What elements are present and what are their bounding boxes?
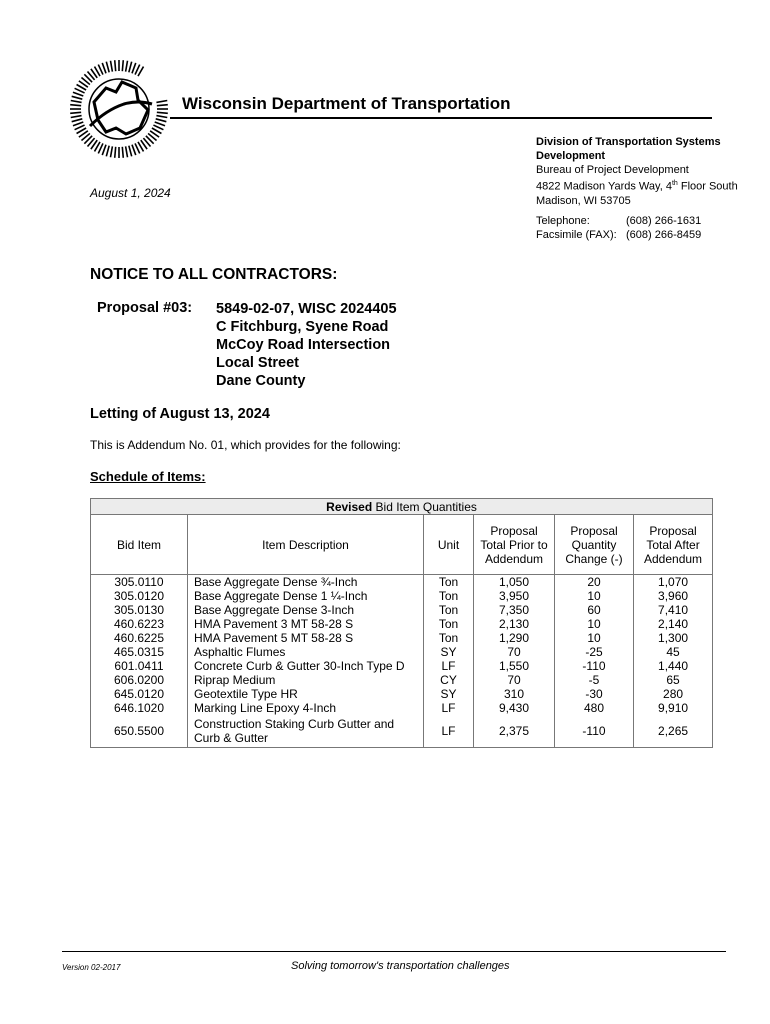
table-cell: 20 xyxy=(555,575,634,590)
table-cell: 2,265 xyxy=(634,715,713,747)
table-cell: CY xyxy=(424,673,474,687)
table-row xyxy=(91,715,713,747)
table-cell: 465.0315 xyxy=(91,645,188,659)
table-cell: 2,140 xyxy=(634,617,713,631)
agency-name: Wisconsin Department of Transportation xyxy=(182,94,511,113)
table-cell: 305.0120 xyxy=(91,589,188,603)
table-cell: Ton xyxy=(424,631,474,645)
table-cell: 9,430 xyxy=(474,701,555,715)
table-cell: 460.6225 xyxy=(91,631,188,645)
division-line-1: Division of Transportation Systems xyxy=(536,136,721,148)
table-cell: 10 xyxy=(555,617,634,631)
table-cell: Base Aggregate Dense ¾-Inch xyxy=(188,575,424,590)
table-cell: 645.0120 xyxy=(91,687,188,701)
column-header: Proposal Total Prior to Addendum xyxy=(474,515,555,575)
bureau: Bureau of Project Development xyxy=(536,164,689,176)
column-header: Proposal Quantity Change (-) xyxy=(555,515,634,575)
table-cell: LF xyxy=(424,701,474,715)
table-cell: 65 xyxy=(634,673,713,687)
table-cell: Concrete Curb & Gutter 30-Inch Type D xyxy=(188,659,424,673)
table-cell: -25 xyxy=(555,645,634,659)
table-cell: Ton xyxy=(424,617,474,631)
table-row xyxy=(91,687,713,701)
table-cell: 3,950 xyxy=(474,589,555,603)
table-body xyxy=(91,575,713,748)
proposal-line: McCoy Road Intersection xyxy=(216,337,391,353)
table-cell: Ton xyxy=(424,575,474,590)
table-cell: -110 xyxy=(555,715,634,747)
column-header: Item Description xyxy=(188,515,424,575)
proposal-label: Proposal #03: xyxy=(97,300,193,316)
table-cell: 1,050 xyxy=(474,575,555,590)
table-cell: Ton xyxy=(424,603,474,617)
table-cell: LF xyxy=(424,659,474,673)
table-cell: HMA Pavement 5 MT 58-28 S xyxy=(188,631,424,645)
table-cell: SY xyxy=(424,645,474,659)
footer-slogan: Solving tomorrow's transportation challenges xyxy=(291,960,510,972)
proposal-line: C Fitchburg, Syene Road xyxy=(216,319,389,335)
table-cell: -5 xyxy=(555,673,634,687)
fax-line: Facsimile (FAX): (608) 266-8459 xyxy=(536,229,702,241)
table-cell: SY xyxy=(424,687,474,701)
table-cell: 305.0130 xyxy=(91,603,188,617)
table-cell: 1,300 xyxy=(634,631,713,645)
division-line-2: Development xyxy=(536,150,606,162)
table-cell: Base Aggregate Dense 1 ¼-Inch xyxy=(188,589,424,603)
table-cell: 1,550 xyxy=(474,659,555,673)
table-cell: 10 xyxy=(555,589,634,603)
footer-rule xyxy=(62,951,726,952)
table-cell: 2,130 xyxy=(474,617,555,631)
table-row xyxy=(91,659,713,673)
contact-info xyxy=(536,214,701,242)
column-header: Bid Item xyxy=(91,515,188,575)
table-cell: 60 xyxy=(555,603,634,617)
division-address xyxy=(536,135,738,208)
proposal-line: 5849-02-07, WISC 2024405 xyxy=(216,301,397,317)
table-cell: 70 xyxy=(474,645,555,659)
table-cell: -30 xyxy=(555,687,634,701)
wisdot-logo xyxy=(66,58,172,160)
table-cell: 7,410 xyxy=(634,603,713,617)
table-cell: 45 xyxy=(634,645,713,659)
table-cell: -110 xyxy=(555,659,634,673)
table-cell: Marking Line Epoxy 4-Inch xyxy=(188,701,424,715)
bid-items-table xyxy=(90,498,713,748)
table-cell: 601.0411 xyxy=(91,659,188,673)
table-cell: 480 xyxy=(555,701,634,715)
table-cell: 1,440 xyxy=(634,659,713,673)
table-row xyxy=(91,575,713,590)
intro-text: This is Addendum No. 01, which provides for the following: xyxy=(90,438,401,452)
schedule-heading: Schedule of Items: xyxy=(90,469,206,484)
table-cell: Ton xyxy=(424,589,474,603)
table-cell: 650.5500 xyxy=(91,715,188,747)
table-row xyxy=(91,617,713,631)
table-row xyxy=(91,589,713,603)
proposal-details xyxy=(216,300,397,390)
table-cell: 1,070 xyxy=(634,575,713,590)
table-cell: 3,960 xyxy=(634,589,713,603)
table-cell: 70 xyxy=(474,673,555,687)
table-row xyxy=(91,701,713,715)
table-cell: 9,910 xyxy=(634,701,713,715)
notice-title: NOTICE TO ALL CONTRACTORS: xyxy=(90,266,338,283)
table-cell: Base Aggregate Dense 3-Inch xyxy=(188,603,424,617)
table-cell: Asphaltic Flumes xyxy=(188,645,424,659)
table-cell: Riprap Medium xyxy=(188,673,424,687)
table-cell: LF xyxy=(424,715,474,747)
table-cell: 10 xyxy=(555,631,634,645)
table-cell: 2,375 xyxy=(474,715,555,747)
table-row xyxy=(91,673,713,687)
table-cell: 7,350 xyxy=(474,603,555,617)
table-row xyxy=(91,603,713,617)
table-cell: 310 xyxy=(474,687,555,701)
version-label: Version 02-2017 xyxy=(62,963,121,972)
table-row xyxy=(91,631,713,645)
table-cell: 606.0200 xyxy=(91,673,188,687)
table-cell: HMA Pavement 3 MT 58-28 S xyxy=(188,617,424,631)
table-caption: Revised Bid Item Quantities xyxy=(91,499,713,515)
table-cell: Construction Staking Curb Gutter and Curb & Gutter xyxy=(188,715,424,747)
table-cell: 305.0110 xyxy=(91,575,188,590)
city-line: Madison, WI 53705 xyxy=(536,194,631,207)
table-row xyxy=(91,645,713,659)
header-rule xyxy=(170,117,712,119)
table-cell: 460.6223 xyxy=(91,617,188,631)
table-cell: 1,290 xyxy=(474,631,555,645)
table-cell: Geotextile Type HR xyxy=(188,687,424,701)
column-header: Unit xyxy=(424,515,474,575)
street-address: 4822 Madison Yards Way, 4th Floor South xyxy=(536,180,738,193)
table-cell: 280 xyxy=(634,687,713,701)
letting-date: Letting of August 13, 2024 xyxy=(90,406,270,422)
column-header: Proposal Total After Addendum xyxy=(634,515,713,575)
letter-date: August 1, 2024 xyxy=(90,186,171,200)
telephone-line: Telephone: (608) 266-1631 xyxy=(536,215,702,227)
table-cell: 646.1020 xyxy=(91,701,188,715)
proposal-line: Dane County xyxy=(216,373,306,389)
proposal-line: Local Street xyxy=(216,355,299,371)
